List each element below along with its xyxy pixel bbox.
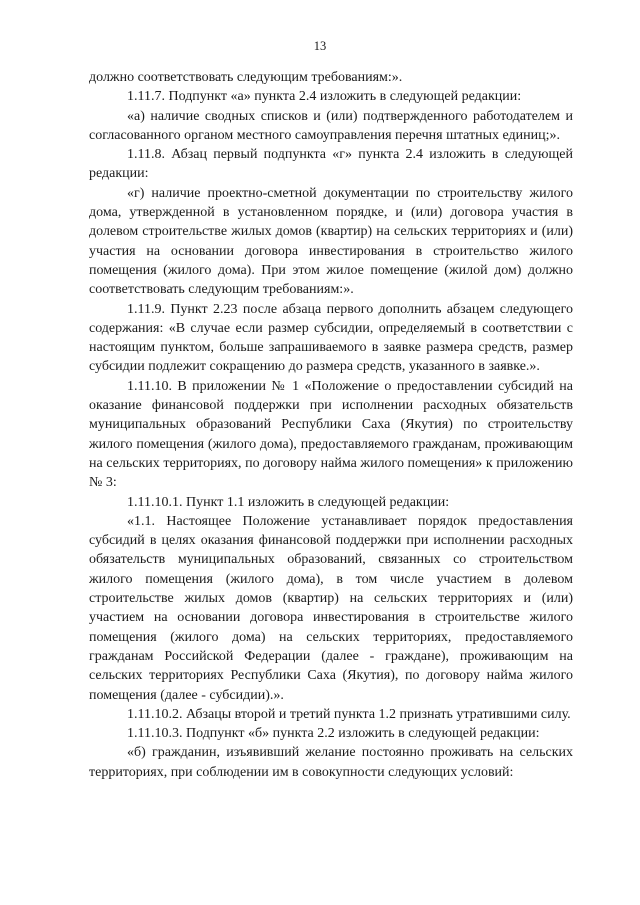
paragraph-1-11-10-2: 1.11.10.2. Абзацы второй и третий пункта 1.2 признать утратившими силу. bbox=[127, 706, 571, 722]
paragraph-1-11-10: 1.11.10. В приложении № 1 «Положение о предоставлении субсидий на оказание финансовой поддержки при исполнении расходных обязательств муниципальных образований Республики Саха (Якутия) по строительству жилого помещения (жилого дома), предоставляемого гражданам, проживающим на сельских территориях, по договору найма жилого помещения» к приложению № 3: bbox=[89, 378, 573, 491]
paragraph-item-1-1: «1.1. Настоящее Положение устанавливает порядок предоставления субсидий в целях оказания финансовой поддержки при исполнении расходных обязательств муниципальных образований, связанных со строительством жилого помещения (жилого дома), в том числе участием в долевом строительстве жилых домов (квартир) на сельских территориях и (или) участием на основании договора инвестирования в строительстве жилого помещения (жилого дома) на сельских территориях, предоставляемого гражданам Российской Федерации (далее - граждане), проживающим на сельских территориях Республики Саха (Якутия), по договору найма жилого помещения (далее - субсидии).». bbox=[89, 513, 573, 703]
paragraph-1-11-10-3: 1.11.10.3. Подпункт «б» пункта 2.2 изложить в следующей редакции: bbox=[127, 726, 540, 742]
paragraph-1-11-7: 1.11.7. Подпункт «а» пункта 2.4 изложить в следующей редакции: bbox=[127, 89, 522, 105]
paragraph-subitem-g: «г) наличие проектно-сметной документации по строительству жилого дома, утвержденной в установленном порядке, и (или) договора участия в долевом строительстве жилых домов (квартир) на сельских территориях и (или) участия на основании договора инвестирования в строительство жилого помещения (жилого дома). При этом жилое помещение (жилой дом) должно соответствовать следующим требованиям:». bbox=[89, 185, 573, 298]
paragraph-1-11-9: 1.11.9. Пункт 2.23 после абзаца первого дополнить абзацем следующего содержания: «В случае если размер субсидии, определяемый в соответствии с настоящим пунктом, больше запрашиваемого в заявке размера средств, размер субсидии подлежит сокращению до размера средств, указанного в заявке.». bbox=[89, 301, 573, 375]
paragraph-1-11-8: 1.11.8. Абзац первый подпункта «г» пункта 2.4 изложить в следующей редакции: bbox=[89, 147, 573, 182]
document-body bbox=[89, 68, 573, 782]
paragraph-continuation: должно соответствовать следующим требованиям:». bbox=[89, 70, 403, 85]
paragraph-subitem-a: «а) наличие сводных списков и (или) подтвержденного работодателем и согласованного органом местного самоуправления перечня штатных единиц;». bbox=[89, 108, 573, 143]
paragraph-subitem-b: «б) гражданин, изъявивший желание постоянно проживать на сельских территориях, при соблюдении им в совокупности следующих условий: bbox=[89, 745, 573, 780]
paragraph-1-11-10-1: 1.11.10.1. Пункт 1.1 изложить в следующей редакции: bbox=[127, 494, 450, 510]
page-number: 13 bbox=[313, 39, 327, 53]
